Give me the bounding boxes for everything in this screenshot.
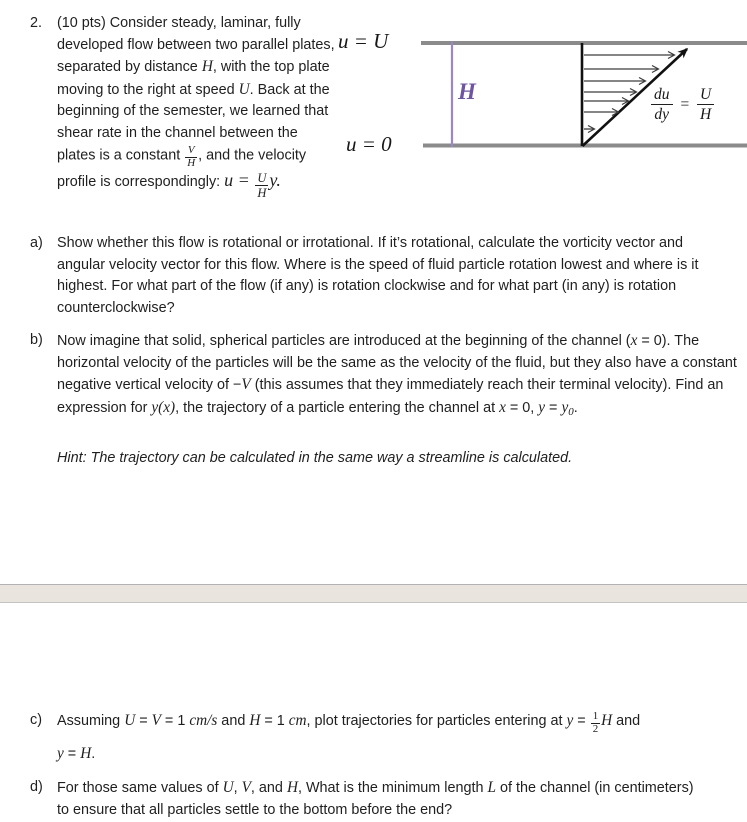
var-H: H — [601, 712, 613, 729]
fraction-du-over-dy: $\frac{du}{dy}$ — [651, 86, 673, 123]
text-segment: . Back at the beginning of the semester, we learned that shear rate in the channel between the plates is a constant — [57, 81, 330, 163]
text-segment: = — [135, 713, 152, 729]
text-segment: = 0). The horizontal velocity of the particles will be the same as the velocity of the fluid, but they also have a constant negative vertical velocity of − — [57, 333, 737, 394]
var-V: V — [241, 376, 251, 394]
part-b-label: b) — [30, 332, 43, 348]
part-b — [30, 330, 737, 423]
top-plate-velocity-label: u = U — [338, 29, 389, 53]
var-y: y — [57, 744, 64, 762]
text-segment: = — [545, 399, 562, 416]
var-U: U — [238, 80, 250, 98]
text-segment: Now imagine that solid, spherical particles are introduced at the beginning of the channel ( — [57, 333, 631, 349]
text-segment: = 1 — [160, 713, 190, 729]
part-a-text: Show whether this flow is rotational or irrotational. If it’s rotational, calculate the vorticity vector and angular velocity vector for this flow. Where is the speed of fluid particle rotation lowest and where is it highest. For what part of the flow (if any) is rotation clockwise and for what part (in any) is rotation counterclockwise? — [57, 235, 699, 316]
var-H: H — [80, 744, 92, 762]
text-segment: = 0, — [505, 399, 539, 416]
var-x: x — [630, 332, 638, 349]
part-c-line-2 — [57, 743, 747, 766]
page-break-divider — [0, 584, 747, 603]
hint-text: Hint: The trajectory can be calculated in the same way a streamline is calculated. — [57, 450, 573, 466]
var-y: y — [538, 398, 546, 416]
text-segment: = — [573, 713, 590, 729]
part-d — [30, 777, 697, 821]
text-segment: , and the velocity profile is correspondingly: — [57, 146, 307, 190]
text-segment: , and — [250, 780, 287, 796]
part-c — [30, 710, 747, 765]
part-c-label: c) — [30, 712, 42, 728]
problem-number: 2. — [30, 15, 43, 31]
var-V: V — [241, 779, 251, 796]
var-H: H — [201, 58, 213, 76]
part-c-text — [57, 710, 747, 765]
text-segment: , the trajectory of a particle entering the channel at — [175, 399, 500, 416]
problem-text — [57, 13, 338, 200]
text-segment: , with the top plate moving to the right at speed — [57, 59, 330, 98]
part-c-line-1 — [57, 710, 747, 736]
var-L: L — [487, 779, 496, 796]
part-b-text — [57, 330, 737, 423]
problem-2-statement — [30, 13, 342, 200]
text-segment: (10 pts) Consider steady, laminar, fully developed flow between two parallel plates, separated by distance — [57, 15, 335, 76]
var-H: H — [249, 712, 261, 729]
equals-sign: = — [679, 95, 690, 113]
text-segment: , plot trajectories for particles entering at — [306, 713, 567, 729]
var-U: U — [124, 712, 136, 729]
text-segment: (this assumes that they immediately reach their terminal velocity). Find an expression for — [57, 377, 724, 416]
text-segment: of the channel (in centimeters) to ensure that all particles settle to the bottom before the end? — [57, 780, 694, 818]
shear-rate-equation — [651, 86, 714, 123]
text-segment: = 1 — [260, 713, 289, 729]
part-a-label: a) — [30, 235, 43, 251]
part-d-text — [57, 777, 697, 821]
text-segment: For those same values of — [57, 780, 223, 796]
var-y: y — [566, 712, 574, 729]
var-x: x — [499, 398, 506, 416]
text-segment: and — [217, 713, 250, 729]
fraction-one-half: $\frac{1}{2}$ — [592, 709, 599, 736]
unit-cm-per-s: cm/s — [189, 712, 218, 729]
fraction-U-over-H: $\frac{U}{H}$ — [697, 86, 714, 123]
text-segment: and — [612, 713, 641, 729]
text-segment: , What is the minimum length — [297, 780, 488, 796]
var-y-of-x: y(x) — [151, 398, 176, 416]
var-V: V — [151, 712, 161, 729]
bottom-plate-velocity-label: u = 0 — [346, 132, 392, 156]
fraction-U-over-H: $\frac{U}{H}$ — [257, 170, 267, 200]
text-segment: . — [573, 399, 578, 416]
fraction-V-over-H: $\frac{V}{H}$ — [187, 143, 196, 170]
part-d-label: d) — [30, 779, 43, 795]
var-y0: $y_0$ — [561, 398, 574, 418]
unit-cm: cm — [288, 712, 307, 729]
text-segment: . — [91, 745, 96, 762]
couette-flow-diagram — [330, 20, 747, 162]
text-segment: , — [233, 780, 242, 796]
var-H: H — [286, 779, 298, 796]
velocity-profile-equation: u = $\frac{U}{H}$ y. — [224, 169, 281, 200]
var-U: U — [222, 779, 234, 796]
part-a — [30, 233, 725, 319]
subscript-0: 0 — [568, 405, 574, 418]
text-segment: = — [63, 745, 81, 762]
gap-height-label: H — [458, 79, 476, 104]
text-segment: Assuming — [57, 713, 125, 729]
